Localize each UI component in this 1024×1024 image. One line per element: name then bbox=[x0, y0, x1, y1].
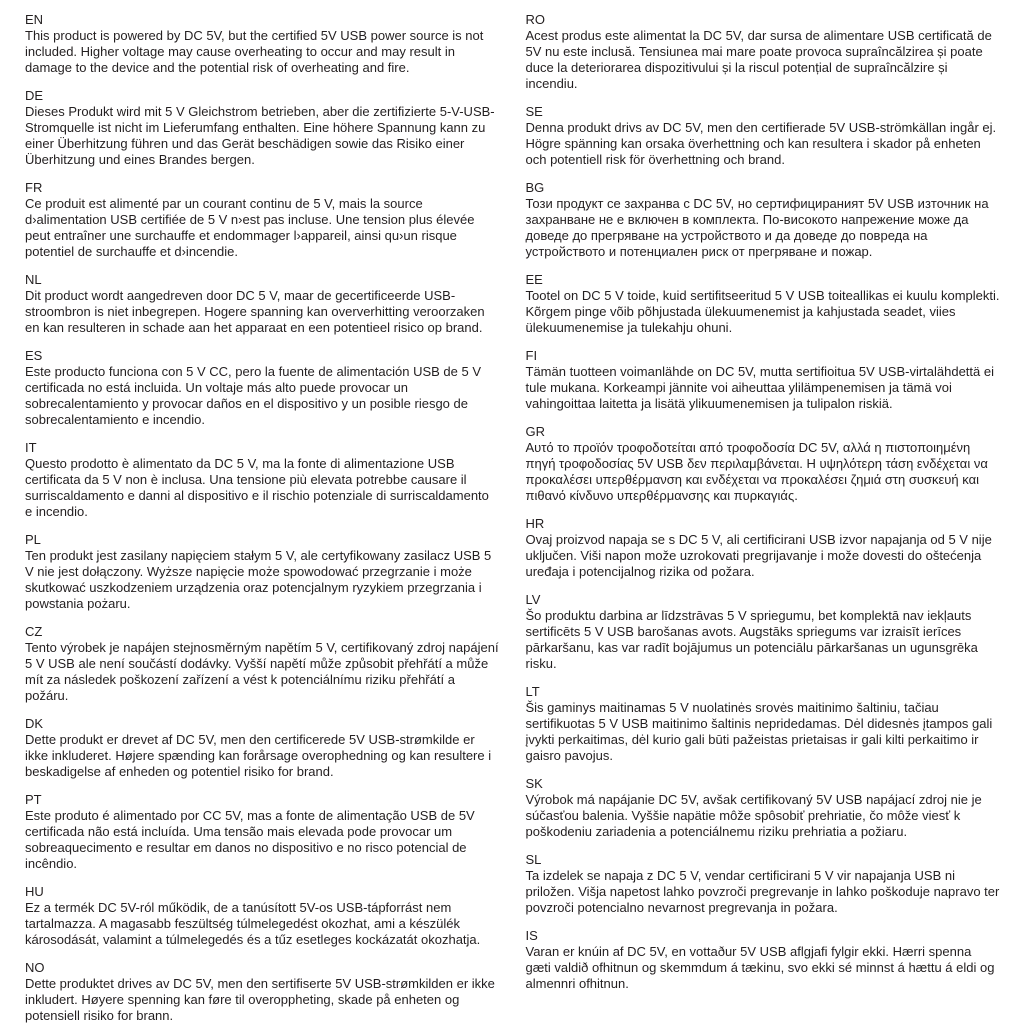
lang-section-en bbox=[25, 12, 500, 76]
language-code: SK bbox=[525, 776, 543, 791]
language-text: Ten produkt jest zasilany napięciem stałym 5 V, ale certyfikowany zasilacz USB 5 V nie jest dołączony. Wyższe napięcie może spowodować przegrzanie i może skutkować uszkodzeniem urządzenia oraz potencjalnym ryzykiem przegrzania i powstania pożaru. bbox=[25, 548, 492, 611]
language-code: NL bbox=[25, 272, 42, 287]
lang-section-lv bbox=[526, 592, 1001, 672]
language-code: EN bbox=[25, 12, 44, 27]
lang-section-ee bbox=[526, 272, 1001, 336]
language-text: Dette produkt er drevet af DC 5V, men den certificerede 5V USB-strømkilde er ikke inkluderet. Højere spænding kan forårsage overophedning og kan resultere i beskadigelse af enheden og potentiel risiko for brand. bbox=[25, 732, 492, 779]
language-text: Denna produkt drivs av DC 5V, men den certifierade 5V USB-strömkällan ingår ej. Högre spänning kan orsaka överhettning och kan resultera i skador på enheten och potentiell risk för överhettning och brand. bbox=[525, 120, 997, 167]
language-text: Questo prodotto è alimentato da DC 5 V, ma la fonte di alimentazione USB certificata da 5 V non è inclusa. Una tensione più elevata potrebbe causare il surriscaldamento e danni al dispositivo e il rischio potenziale di surriscaldamento e incendio. bbox=[25, 456, 489, 519]
language-text: Ez a termék DC 5V-ról működik, de a tanúsított 5V-os USB-tápforrást nem tartalmazza. A magasabb feszültség túlmelegedést okozhat, ami a készülék károsodását, valamint a túlmelegedés és a tűz esetleges kockázatát okozhatja. bbox=[25, 900, 481, 947]
language-code: PT bbox=[25, 792, 42, 807]
lang-section-sl bbox=[526, 852, 1001, 916]
lang-section-fi bbox=[526, 348, 1001, 412]
language-text: Acest produs este alimentat la DC 5V, dar sursa de alimentare USB certificată de 5V nu este inclusă. Tensiunea mai mare poate provoca supraîncălzirea și poate duce la deteriorarea dispozitivului și la riscul potențial de supraîncălzire și incendiu. bbox=[525, 28, 992, 91]
language-code: FI bbox=[525, 348, 538, 363]
language-code: LT bbox=[525, 684, 540, 699]
language-text: Tento výrobek je napájen stejnosměrným napětím 5 V, certifikovaný zdroj napájení 5 V USB ale není součástí dodávky. Vyšší napětí může způsobit přehřátí a může mít za následek poškození zařízení a vést k potenciálnímu riziku přehřátí a požáru. bbox=[25, 640, 499, 703]
language-text: Ovaj proizvod napaja se s DC 5 V, ali certificirani USB izvor napajanja od 5 V nije uključen. Viši napon može uzrokovati pregrijavanje i može dovesti do oštećenja uređaja i potencijalnog rizika od požara. bbox=[525, 532, 992, 579]
lang-section-se bbox=[526, 104, 1001, 168]
language-text: Výrobok má napájanie DC 5V, avšak certifikovaný 5V USB napájací zdroj nie je súčasťou balenia. Vyššie napätie môže spôsobiť prehriatie, čo môže viesť k poškodeniu zariadenia a potenciálnemu riziku prehriatia a požiaru. bbox=[525, 792, 982, 839]
language-code: HU bbox=[25, 884, 44, 899]
language-text: Ce produit est alimenté par un courant continu de 5 V, mais la source d›alimentation USB certifiée de 5 V n›est pas incluse. Une tension plus élevée peut entraîner une surchauffe et endommager l›appareil, ainsi qu›un risque potentiel de surchauffe et d›incendie. bbox=[25, 196, 475, 259]
language-text: Ta izdelek se napaja z DC 5 V, vendar certificirani 5 V vir napajanja USB ni priložen. Višja napetost lahko povzroči pregrevanje in lahko poškoduje napravo ter povzroči potencialno nevarnost pregrevanja in požara. bbox=[525, 868, 1000, 915]
lang-section-ro bbox=[526, 12, 1001, 92]
language-code: PL bbox=[25, 532, 41, 547]
language-text: Този продукт се захранва с DC 5V, но сертифицираният 5V USB източник на захранване не е включен в комплекта. По-високото напрежение може да доведе до прегряване на устройството и да доведе до повреда на устройството и потенциален риск от прегряване и пожар. bbox=[525, 196, 989, 259]
lang-section-lt bbox=[526, 684, 1001, 764]
language-text: Tämän tuotteen voimanlähde on DC 5V, mutta sertifioitua 5V USB-virtalähdettä ei tule mukana. Korkeampi jännite voi aiheuttaa ylilämpenemisen ja tämä voi vahingoittaa laitetta ja lisätä ylikuumenemisen ja tulipalon riskiä. bbox=[525, 364, 994, 411]
lang-section-nl bbox=[25, 272, 500, 336]
lang-section-no bbox=[25, 960, 500, 1024]
language-code: FR bbox=[25, 180, 43, 195]
left-column bbox=[25, 12, 500, 1023]
language-text: Este produto é alimentado por CC 5V, mas a fonte de alimentação USB de 5V certificada não está incluída. Uma tensão mais elevada pode provocar um sobreaquecimento e resultar em danos no dispositivo e no risco potencial de incêndio. bbox=[25, 808, 475, 871]
language-text: This product is powered by DC 5V, but the certified 5V USB power source is not included. Higher voltage may cause overheating to occur and may result in damage to the device and the potential risk of overheating and fire. bbox=[25, 28, 484, 75]
language-text: Dit product wordt aangedreven door DC 5 V, maar de gecertificeerde USB-stroombron is niet inbegrepen. Hogere spanning kan oververhitting veroorzaken en kan resulteren in schade aan het apparaat en een potentieel risico op brand. bbox=[25, 288, 485, 335]
lang-section-gr bbox=[526, 424, 1001, 504]
lang-section-pt bbox=[25, 792, 500, 872]
lang-section-is bbox=[526, 928, 1001, 992]
right-column bbox=[526, 12, 1001, 1014]
language-code: DE bbox=[25, 88, 44, 103]
language-code: GR bbox=[525, 424, 545, 439]
language-code: IT bbox=[25, 440, 37, 455]
language-text: Šo produktu darbina ar līdzstrāvas 5 V spriegumu, bet komplektā nav iekļauts sertificēts 5 V USB barošanas avots. Augstāks spriegums var izraisīt ierīces pārkaršanu, kas var radīt bojājumus un potenciālu pārkaršanas un ugunsgrēka risku. bbox=[525, 608, 978, 671]
language-code: BG bbox=[525, 180, 545, 195]
language-code: CZ bbox=[25, 624, 43, 639]
language-code: SE bbox=[525, 104, 543, 119]
lang-section-dk bbox=[25, 716, 500, 780]
language-text: Este producto funciona con 5 V CC, pero la fuente de alimentación USB de 5 V certificada no está incluida. Un voltaje más alto puede provocar un sobrecalentamiento y provocar daños en el dispositivo y un posible riesgo de sobrecalentamiento e incendio. bbox=[25, 364, 481, 427]
language-code: SL bbox=[525, 852, 542, 867]
language-text: Dette produktet drives av DC 5V, men den sertifiserte 5V USB-strømkilden er ikke inkludert. Høyere spenning kan føre til overoppheting, skade på enheten og potensiell risiko for brann. bbox=[25, 976, 495, 1023]
lang-section-de bbox=[25, 88, 500, 168]
language-code: IS bbox=[525, 928, 538, 943]
lang-section-it bbox=[25, 440, 500, 520]
language-code: NO bbox=[25, 960, 45, 975]
language-text: Varan er knúin af DC 5V, en vottaður 5V USB aflgjafi fylgir ekki. Hærri spenna gæti valdið ofhitnun og skemmdum á tækinu, svo ekki sé minnst á hættu á eldi og almennri ofhitnun. bbox=[525, 944, 995, 991]
language-code: HR bbox=[525, 516, 545, 531]
lang-section-sk bbox=[526, 776, 1001, 840]
lang-section-pl bbox=[25, 532, 500, 612]
lang-section-hu bbox=[25, 884, 500, 948]
language-code: EE bbox=[525, 272, 543, 287]
language-text: Tootel on DC 5 V toide, kuid sertifitseeritud 5 V USB toiteallikas ei kuulu komplekti. Kõrgem pinge võib põhjustada ülekuumenemist ja kahjustada seadet, viies ülekuumenemise ja tulekahju ohuni. bbox=[525, 288, 1000, 335]
language-code: DK bbox=[25, 716, 44, 731]
language-code: RO bbox=[525, 12, 545, 27]
lang-section-bg bbox=[526, 180, 1001, 260]
language-text: Dieses Produkt wird mit 5 V Gleichstrom betrieben, aber die zertifizierte 5-V-USB-Stromquelle ist nicht im Lieferumfang enthalten. Eine höhere Spannung kann zu einer Überhitzung führen und das Gerät beschädigen sowie das Risiko einer Überhitzung und eines Brandes bergen. bbox=[25, 104, 495, 167]
language-text: Αυτό το προϊόν τροφοδοτείται από τροφοδοσία DC 5V, αλλά η πιστοποιημένη πηγή τροφοδοσίας 5V USB δεν περιλαμβάνεται. Η υψηλότερη τάση ενδέχεται να προκαλέσει υπερθέρμανση και ενδέχεται να προκαλέσει ζημιά στη συσκευή και πιθανό κίνδυνο υπερθέρμανσης και πυρκαγιάς. bbox=[525, 440, 988, 503]
lang-section-hr bbox=[526, 516, 1001, 580]
language-code: LV bbox=[525, 592, 541, 607]
lang-section-fr bbox=[25, 180, 500, 260]
lang-section-es bbox=[25, 348, 500, 428]
language-text: Šis gaminys maitinamas 5 V nuolatinės srovės maitinimo šaltiniu, tačiau sertifikuotas 5 V USB maitinimo šaltinis nepridedamas. Dėl didesnės įtampos gali įvykti perkaitimas, dėl kurio gali būti pažeistas prietaisas ir gali kilti perkaitimo ir gaisro pavojus. bbox=[525, 700, 993, 763]
lang-section-cz bbox=[25, 624, 500, 704]
language-code: ES bbox=[25, 348, 43, 363]
